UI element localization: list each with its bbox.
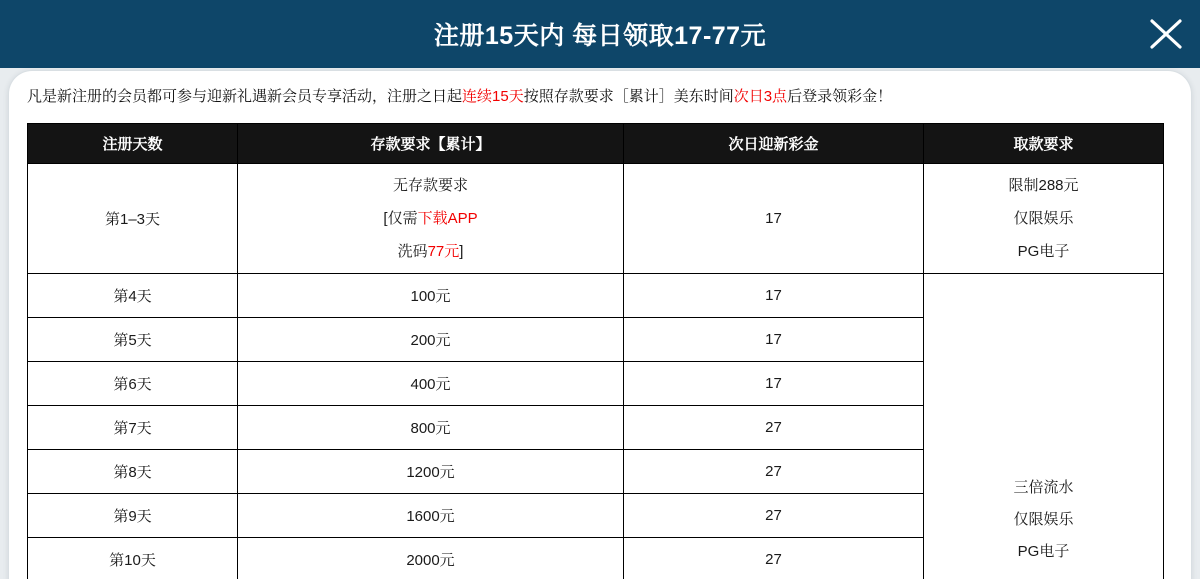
withdraw-requirement-lines — [924, 472, 1163, 579]
cell-day: 第10天 — [28, 538, 238, 579]
cell-deposit: 100元 — [238, 274, 624, 318]
intro-highlight-duration: 连续15天 — [462, 88, 524, 105]
content-panel — [8, 70, 1192, 579]
header-withdraw-req: 取款要求 — [924, 124, 1164, 164]
deposit-line: 无存款要求 — [392, 177, 468, 194]
cell-deposit: 200元 — [238, 318, 624, 362]
cell-withdraw — [924, 164, 1164, 274]
deposit-requirement-lines — [238, 169, 623, 268]
promo-description — [27, 87, 1173, 107]
intro-text: 凡是新注册的会员都可参与迎新礼遇新会员专享活动，注册之日起 — [27, 88, 463, 105]
withdraw-line: 仅限娱乐 — [1013, 210, 1074, 227]
deposit-highlight-amount: 77元 — [427, 243, 460, 260]
cell-deposit: 2000元 — [238, 538, 624, 579]
cell-bonus: 17 — [624, 164, 924, 274]
deposit-text: 洗码 — [397, 243, 428, 260]
withdraw-line: 限制288元 — [1008, 177, 1079, 194]
withdraw-line: PG电子 — [1017, 243, 1070, 260]
cell-day: 第8天 — [28, 450, 238, 494]
intro-highlight-time: 次日3点 — [733, 88, 788, 105]
cell-bonus: 17 — [624, 362, 924, 406]
modal-title: 注册15天内 每日领取17-77元 — [433, 22, 767, 50]
table-header-row — [28, 124, 1164, 164]
cell-day: 第9天 — [28, 494, 238, 538]
close-icon — [1148, 18, 1184, 50]
header-deposit-req: 存款要求【累计】 — [238, 124, 624, 164]
deposit-line — [238, 235, 623, 268]
intro-text: 后登录领彩金！ — [787, 88, 893, 105]
deposit-text: ] — [459, 243, 464, 260]
cell-bonus: 17 — [624, 318, 924, 362]
deposit-text: [仅需 — [383, 210, 418, 227]
cell-day: 第4天 — [28, 274, 238, 318]
cell-day: 第6天 — [28, 362, 238, 406]
header-register-days: 注册天数 — [28, 124, 238, 164]
deposit-highlight-app: 下载APP — [417, 210, 478, 227]
header-next-day-bonus: 次日迎新彩金 — [624, 124, 924, 164]
cell-deposit: 400元 — [238, 362, 624, 406]
cell-deposit — [238, 164, 624, 274]
withdraw-line: PG电子 — [1017, 543, 1070, 560]
cell-deposit: 800元 — [238, 406, 624, 450]
cell-withdraw-merged — [924, 274, 1164, 579]
deposit-line — [238, 202, 623, 235]
cell-bonus: 27 — [624, 494, 924, 538]
withdraw-line: 仅限娱乐 — [1013, 511, 1074, 528]
close-button[interactable] — [1144, 12, 1188, 56]
promo-table — [27, 123, 1164, 579]
withdraw-requirement-lines — [924, 169, 1163, 268]
cell-bonus: 17 — [624, 274, 924, 318]
cell-deposit: 1200元 — [238, 450, 624, 494]
withdraw-line: 三倍流水 — [1013, 479, 1074, 496]
table-row-day1-3 — [28, 164, 1164, 274]
cell-day: 第5天 — [28, 318, 238, 362]
cell-deposit: 1600元 — [238, 494, 624, 538]
modal-header — [0, 0, 1200, 68]
cell-bonus: 27 — [624, 450, 924, 494]
cell-bonus: 27 — [624, 538, 924, 579]
table-row — [28, 274, 1164, 318]
cell-bonus: 27 — [624, 406, 924, 450]
cell-day: 第7天 — [28, 406, 238, 450]
cell-day: 第1–3天 — [28, 164, 238, 274]
intro-text: 按照存款要求［累计］美东时间 — [523, 88, 734, 105]
